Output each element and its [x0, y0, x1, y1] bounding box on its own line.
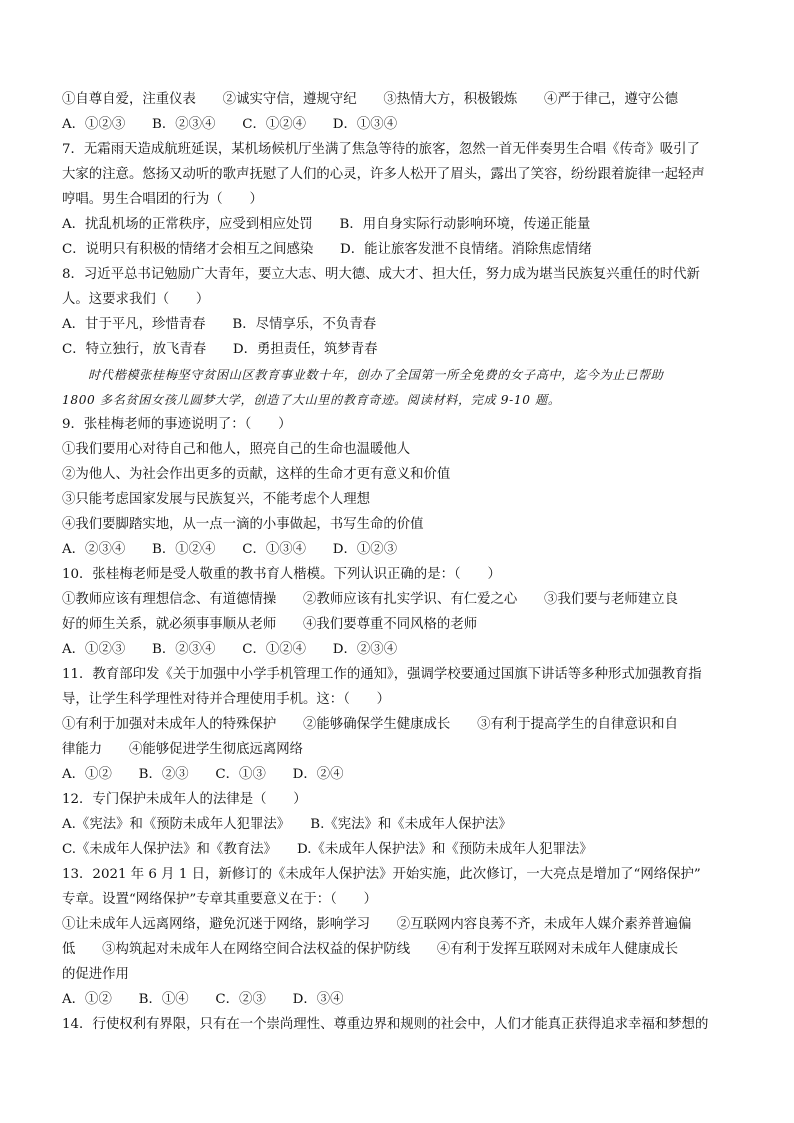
q12-stem: 12．专门保护未成年人的法律是（ ） — [62, 792, 307, 807]
q10-statements-line1: ①教师应该有理想信念、有道德情操 ②教师应该有扎实学识、有仁爱之心 ③我们要与老师建立良 — [62, 592, 678, 607]
q9-statement-3: ③只能考虑国家发展与民族复兴，不能考虑个人理想 — [62, 492, 370, 507]
q9-options: A．②③④ B．①②④ C．①③④ D．①②③ — [62, 542, 398, 557]
q10-stem: 10．张桂梅老师是受人敬重的教书育人楷模。下列认识正确的是：（ ） — [62, 567, 501, 582]
q9-statement-4: ④我们要脚踏实地，从一点一滴的小事做起，书写生命的价值 — [62, 517, 424, 532]
q13-stem-line2: 专章。设置“网络保护”专章其重要意义在于：（ ） — [62, 892, 377, 907]
q6-statements: ①自尊自爱，注重仪表 ②诚实守信，遵规守纪 ③热情大方，积极锻炼 ④严于律己，遵守公德 — [62, 92, 678, 107]
q12-options-ab: A.《宪法》和《预防未成年人犯罪法》 B.《宪法》和《未成年人保护法》 — [62, 817, 512, 832]
q7-stem-line3: 哼唱。男生合唱团的行为（ ） — [62, 192, 263, 207]
q7-options-cd: C．说明只有积极的情绪才会相互之间感染 D．能让旅客发泄不良情绪。消除焦虑情绪 — [62, 242, 592, 257]
q11-stem-line1: 11．教育部印发《关于加强中小学手机管理工作的通知》，强调学校要通过国旗下讲话等多种形式加强教育指 — [62, 667, 702, 682]
q13-statements-line1: ①让未成年人远离网络，避免沉迷于网络，影响学习 ②互联网内容良莠不齐，未成年人媒介素养普遍偏 — [62, 917, 692, 932]
q11-options: A．①② B．②③ C．①③ D．②④ — [62, 767, 344, 782]
q7-stem-line1: 7．无霜雨天造成航班延误，某机场候机厅坐满了焦急等待的旅客，忽然一首无伴奏男生合唱《传奇》吸引了 — [62, 142, 700, 157]
q11-statements-line2: 律能力 ④能够促进学生彻底远离网络 — [62, 742, 304, 757]
reading-material-line1: 时代楷模张桂梅坚守贫困山区教育事业数十年，创办了全国第一所全免费的女子高中，迄今为止已帮助 — [88, 368, 664, 382]
q8-stem-line2: 人。这要求我们（ ） — [62, 292, 210, 307]
q9-statement-2: ②为他人、为社会作出更多的贡献，这样的生命才更有意义和价值 — [62, 467, 451, 482]
q11-stem-line2: 导，让学生科学理性对待并合理使用手机。这：（ ） — [62, 692, 391, 707]
q13-stem-line1: 13．2021 年 6 月 1 日，新修订的《未成年人保护法》开始实施，此次修订，一大亮点是增加了“网络保护” — [62, 867, 701, 882]
q9-statement-1: ①我们要用心对待自己和他人，照亮自己的生命也温暖他人 — [62, 442, 411, 457]
q14-stem-line1: 14．行使权利有界限，只有在一个崇尚理性、尊重边界和规则的社会中，人们才能真正获得追求幸福和梦想的 — [62, 1017, 709, 1032]
q13-statements-line2: 低 ③构筑起对未成年人在网络空间合法权益的保护防线 ④有利于发挥互联网对未成年人健康成长 — [62, 942, 678, 957]
q11-statements-line1: ①有利于加强对未成年人的特殊保护 ②能够确保学生健康成长 ③有利于提高学生的自律意识和自 — [62, 717, 678, 732]
q10-statements-line2: 好的师生关系，就必须事事顺从老师 ④我们要尊重不同风格的老师 — [62, 617, 478, 632]
q13-statements-line3: 的促进作用 — [62, 967, 129, 982]
q8-stem-line1: 8．习近平总书记勉励广大青年，要立大志、明大德、成大才、担大任，努力成为堪当民族复兴重任的时代新 — [62, 267, 700, 282]
q6-options: A．①②③ B．②③④ C．①②④ D．①③④ — [62, 117, 398, 132]
q8-options-ab: A．甘于平凡，珍惜青春 B．尽情享乐，不负青春 — [62, 317, 377, 332]
q10-options: A．①②③ B．②③④ C．①②④ D．②③④ — [62, 642, 398, 657]
q13-options: A．①② B．①④ C．②③ D．③④ — [62, 992, 344, 1007]
q8-options-cd: C．特立独行，放飞青春 D．勇担责任，筑梦青春 — [62, 342, 378, 357]
q7-options-ab: A．扰乱机场的正常秩序，应受到相应处罚 B．用自身实际行动影响环境，传递正能量 — [62, 217, 591, 232]
reading-material-line2: 1800 多名贫困女孩儿圆梦大学，创造了大山里的教育奇迹。阅读材料，完成 9-10 题。 — [62, 393, 561, 407]
q7-stem-line2: 大家的注意。悠扬又动听的歌声抚慰了人们的心灵，许多人松开了眉头，露出了笑容，纷纷跟着旋律一起轻声 — [62, 167, 705, 182]
q12-options-cd: C.《未成年人保护法》和《教育法》 D.《未成年人保护法》和《预防未成年人犯罪法》 — [62, 842, 593, 857]
q9-stem: 9．张桂梅老师的事迹说明了：（ ） — [62, 417, 292, 432]
